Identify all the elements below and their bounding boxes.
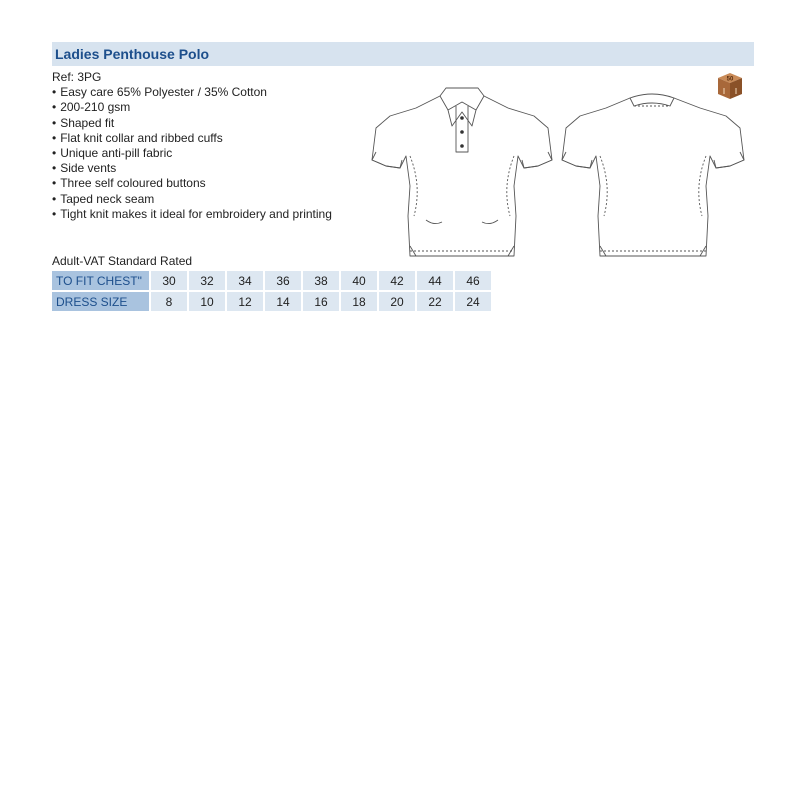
feature-item: • Side vents	[52, 161, 332, 176]
dress-size-cell: 24	[455, 292, 491, 311]
dress-size-cell: 10	[189, 292, 225, 311]
polo-front-illustration	[370, 86, 553, 262]
feature-item: • Three self coloured buttons	[52, 176, 332, 191]
dress-size-cell: 14	[265, 292, 301, 311]
feature-item: • 200-210 gsm	[52, 100, 332, 115]
chest-cell: 42	[379, 271, 415, 290]
table-row	[52, 271, 491, 290]
chest-label: TO FIT CHEST"	[52, 271, 149, 290]
chest-cell: 38	[303, 271, 339, 290]
product-info	[52, 70, 332, 222]
dress-size-cell: 22	[417, 292, 453, 311]
product-ref: Ref: 3PG	[52, 70, 102, 84]
chest-cell: 30	[151, 271, 187, 290]
chest-cell: 40	[341, 271, 377, 290]
dress-size-cell: 12	[227, 292, 263, 311]
size-table	[50, 269, 493, 313]
dress-size-cell: 16	[303, 292, 339, 311]
table-row	[52, 292, 491, 311]
feature-list	[52, 85, 332, 222]
feature-item: • Easy care 65% Polyester / 35% Cotton	[52, 85, 332, 100]
chest-cell: 32	[189, 271, 225, 290]
feature-item: • Taped neck seam	[52, 192, 332, 207]
title-bar	[52, 42, 754, 66]
dress-size-cell: 18	[341, 292, 377, 311]
polo-back-illustration	[560, 86, 745, 262]
feature-item: • Tight knit makes it ideal for embroidery and printing	[52, 207, 332, 222]
dress-size-label: DRESS SIZE	[52, 292, 149, 311]
feature-item: • Unique anti-pill fabric	[52, 146, 332, 161]
dress-size-cell: 8	[151, 292, 187, 311]
feature-item: • Shaped fit	[52, 116, 332, 131]
chest-cell: 36	[265, 271, 301, 290]
chest-cell: 46	[455, 271, 491, 290]
chest-cell: 44	[417, 271, 453, 290]
page-title: Ladies Penthouse Polo	[55, 46, 210, 62]
vat-rating: Adult-VAT Standard Rated	[52, 254, 193, 268]
dress-size-cell: 20	[379, 292, 415, 311]
badge-number: 50	[726, 76, 734, 83]
feature-item: • Flat knit collar and ribbed cuffs	[52, 131, 332, 146]
chest-cell: 34	[227, 271, 263, 290]
